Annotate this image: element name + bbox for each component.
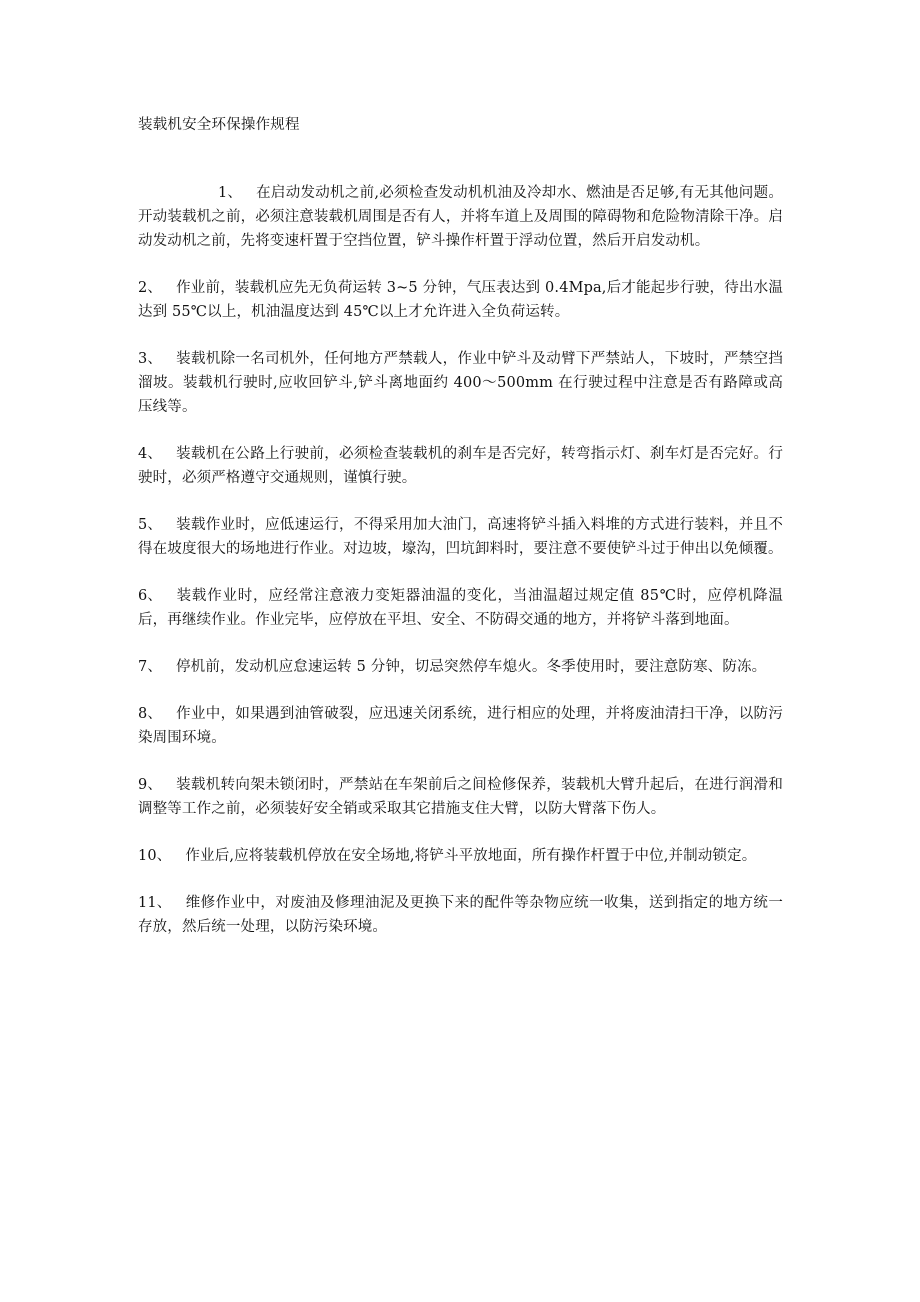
rule-number: 10、 [138, 848, 172, 864]
rule-item-10 [138, 844, 783, 868]
rule-text: 维修作业中，对废油及修理油泥及更换下来的配件等杂物应统一收集，送到指定的地方统一存放，然后统一处理，以防污染环境。 [138, 895, 783, 935]
rule-item-9 [138, 773, 783, 821]
rule-text: 在启动发动机之前,必须检查发动机机油及冷却水、燃油是否足够,有无其他问题。开动装载机之前，必须注意装载机周围是否有人，并将车道上及周围的障碍物和危险物清除干净。启动发动机之前，先将变速杆置于空挡位置，铲斗操作杆置于浮动位置，然后开启发动机。 [138, 185, 783, 249]
rule-text: 装载机转向架未锁闭时，严禁站在车架前后之间检修保养，装载机大臂升起后，在进行润滑和调整等工作之前，必须装好安全销或采取其它措施支住大臂，以防大臂落下伤人。 [138, 777, 783, 817]
rule-number: 3、 [138, 351, 163, 367]
rules-list [138, 181, 783, 962]
rule-item-6 [138, 584, 783, 632]
rule-item-11 [138, 891, 783, 939]
rule-number: 8、 [138, 706, 163, 722]
rule-number: 11、 [138, 895, 172, 911]
rule-number: 2、 [138, 280, 163, 296]
rule-text: 作业中，如果遇到油管破裂，应迅速关闭系统，进行相应的处理，并将废油清扫干净，以防污染周围环境。 [138, 706, 783, 746]
rule-item-4 [138, 442, 783, 490]
rule-number: 7、 [138, 659, 163, 675]
rule-number: 9、 [138, 777, 163, 793]
rule-text: 装载作业时，应经常注意液力变矩器油温的变化，当油温超过规定值 85℃时，应停机降温后，再继续作业。作业完毕，应停放在平坦、安全、不防碍交通的地方，并将铲斗落到地面。 [138, 588, 783, 628]
rule-text: 装载机在公路上行驶前，必须检查装载机的刹车是否完好，转弯指示灯、刹车灯是否完好。行驶时，必须严格遵守交通规则，谨慎行驶。 [138, 446, 783, 486]
rule-item-5 [138, 513, 783, 561]
rule-text: 作业前，装载机应先无负荷运转 3~5 分钟，气压表达到 0.4Mpa,后才能起步行驶，待出水温达到 55℃以上，机油温度达到 45℃以上才允许进入全负荷运转。 [138, 280, 783, 320]
rule-number: 6、 [138, 588, 163, 604]
rule-item-3 [138, 347, 783, 419]
document-title: 装载机安全环保操作规程 [138, 117, 300, 133]
rule-item-8 [138, 702, 783, 750]
rule-text: 作业后,应将装载机停放在安全场地,将铲斗平放地面，所有操作杆置于中位,并制动锁定。 [185, 848, 757, 864]
rule-number: 1、 [218, 185, 243, 201]
rule-item-1 [138, 181, 783, 253]
rule-item-7 [138, 655, 783, 679]
rule-number: 4、 [138, 446, 163, 462]
rule-text: 停机前，发动机应怠速运转 5 分钟，切忌突然停车熄火。冬季使用时，要注意防寒、防冻。 [176, 659, 767, 675]
rule-text: 装载作业时，应低速运行，不得采用加大油门，高速将铲斗插入料堆的方式进行装料，并且不得在坡度很大的场地进行作业。对边坡，壕沟，凹坑卸料时，要注意不要使铲斗过于伸出以免倾覆。 [138, 517, 783, 557]
rule-item-2 [138, 276, 783, 324]
rule-text: 装载机除一名司机外，任何地方严禁载人，作业中铲斗及动臂下严禁站人，下坡时，严禁空挡溜坡。装载机行驶时,应收回铲斗,铲斗离地面约 400～500mm 在行驶过程中注意是否有路障或高压线等。 [138, 351, 783, 415]
rule-number: 5、 [138, 517, 163, 533]
